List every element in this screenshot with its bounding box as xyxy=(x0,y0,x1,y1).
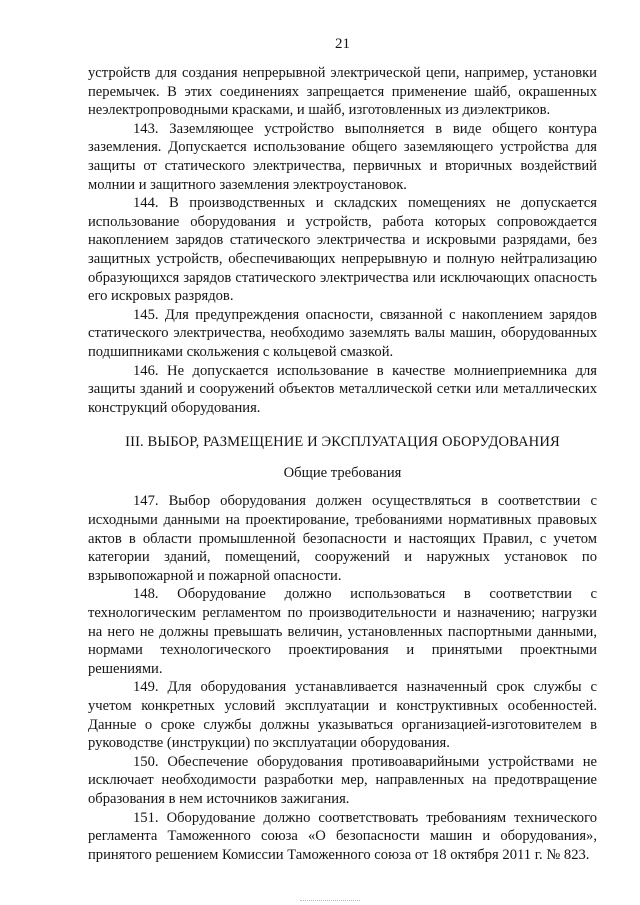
paragraph-144: 144. В производственных и складских помещениях не допускается использование оборудования и устройств, работа которых сопровождается накоплением зарядов статического электричества и искровыми разрядами, без защитных устройств, обеспечивающих непрерывную и полную нейтрализацию образующихся зарядов статического электричества или исключающих опасность его искровых разрядов. xyxy=(88,195,597,305)
paragraph-150: 150. Обеспечение оборудования противоаварийными устройствами не исключает необходимости разработки мер, направленных на предотвращение образования в нем источников зажигания. xyxy=(88,753,597,807)
subsection-title: Общие требования xyxy=(283,464,402,481)
paragraph-147: 147. Выбор оборудования должен осуществляться в соответствии с исходными данными на проектирование, требованиями нормативных правовых актов в области промышленной безопасности и настоящих Правил, с учетом категории зданий, помещений, сооружений и наружных установок по взрывопожарной и пожарной опасности. xyxy=(88,493,597,584)
paragraph-149: 149. Для оборудования устанавливается назначенный срок службы с учетом конкретных условий эксплуатации и конструктивных особенностей. Данные о сроке службы должны указываться организацией-изготовителем в руководстве (инструкции) по эксплуатации оборудования. xyxy=(88,679,597,752)
scan-edge-mark xyxy=(300,900,360,902)
document-body xyxy=(88,64,597,864)
section-title: III. ВЫБОР, РАЗМЕЩЕНИЕ И ЭКСПЛУАТАЦИЯ ОБОРУДОВАНИЯ xyxy=(125,434,560,451)
paragraph-143: 143. Заземляющее устройство выполняется в виде общего контура заземления. Допускается использование общего заземляющего устройства для защиты от статического электричества, первичных и вторичных воздействий молнии и защитного заземления электроустановок. xyxy=(88,120,597,193)
paragraph-148: 148. Оборудование должно использоваться в соответствии с технологическим регламентом по производительности и назначению; нагрузки на него не должны превышать величин, установленных паспортными данными, нормами технологического проектирования и принятыми проектными решениями. xyxy=(88,586,597,677)
paragraph-continuation: устройств для создания непрерывной электрической цепи, например, установки перемычек. В этих соединениях запрещается применение шайб, окрашенных неэлектропроводными красками, и шайб, изготовленных из диэлектриков. xyxy=(88,65,597,119)
paragraph-151: 151. Оборудование должно соответствовать требованиям технического регламента Таможенного союза «О безопасности машин и оборудования», принятого решением Комиссии Таможенного союза от 18 октября 2011 г. № 823. xyxy=(88,809,597,863)
page-number: 21 xyxy=(335,36,350,52)
paragraph-146: 146. Не допускается использование в качестве молниеприемника для защиты зданий и сооружений объектов металлической сетки или металлических конструкций оборудования. xyxy=(88,362,597,416)
paragraph-145: 145. Для предупреждения опасности, связанной с накоплением зарядов статического электричества, необходимо заземлять валы машин, оборудованных подшипниками скольжения с кольцевой смазкой. xyxy=(88,306,597,360)
